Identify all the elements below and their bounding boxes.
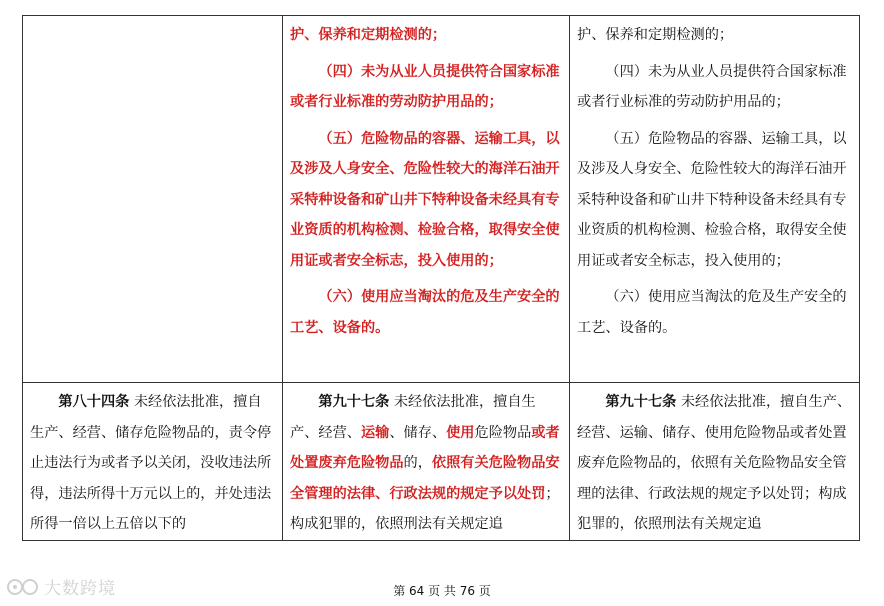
cell-draft-clauses bbox=[283, 16, 570, 383]
article-text: 的， bbox=[403, 455, 432, 471]
article-text: 、储存、 bbox=[389, 424, 447, 441]
page-footer: 第 64 页 共 76 页 bbox=[393, 584, 491, 598]
comparison-table bbox=[22, 15, 860, 541]
amended-text: 运输 bbox=[360, 424, 390, 441]
clause-continuation: 护、保养和定期检测的； bbox=[290, 27, 447, 43]
cell-final-clauses bbox=[570, 16, 860, 383]
watermark-text: 大数跨境 bbox=[44, 579, 116, 599]
cell-original-empty bbox=[23, 16, 283, 383]
amended-text: 使用 bbox=[446, 424, 475, 441]
article-text: 未经依法批准，擅自生产、经营、储存危险物品的，责令停止违法行为或者予以关闭，没收违法所得，违法所得十万元以上的，并处违法所得一倍以上五倍以下的 bbox=[30, 394, 272, 532]
clause-6: （六）使用应当淘汰的危及生产安全的工艺、设备的。 bbox=[577, 289, 847, 336]
article-text: 危险物品 bbox=[474, 424, 532, 441]
table-row bbox=[23, 16, 860, 383]
clause-5: （五）危险物品的容器、运输工具，以及涉及人身安全、危险性较大的海洋石油开采特种设备和矿山井下特种设备未经具有专业资质的机构检测、检验合格，取得安全使用证或者安全标志，投入使用的； bbox=[577, 130, 847, 269]
article-text: 未经依法批准，擅自生产、经营、 bbox=[290, 394, 536, 441]
amended-text: 依照有关危险物品安全管理的法律、行政法规的规定予以处罚 bbox=[290, 455, 560, 502]
clause-6: （六）使用应当淘汰的危及生产安全的工艺、设备的。 bbox=[290, 289, 560, 336]
clause-4: （四）未为从业人员提供符合国家标准或者行业标准的劳动防护用品的； bbox=[290, 63, 560, 110]
cell-draft-article bbox=[283, 383, 570, 541]
cell-original-article bbox=[23, 383, 283, 541]
article-number: 第九十七条 bbox=[605, 394, 677, 410]
article-number: 第九十七条 bbox=[318, 394, 390, 410]
clause-continuation: 护、保养和定期检测的； bbox=[577, 27, 734, 43]
clause-4: （四）未为从业人员提供符合国家标准或者行业标准的劳动防护用品的； bbox=[577, 63, 847, 110]
article-text: ；构成犯罪的，依照刑法有关规定追 bbox=[290, 485, 560, 532]
article-number: 第八十四条 bbox=[58, 394, 130, 410]
cell-final-article bbox=[570, 383, 860, 541]
clause-5: （五）危险物品的容器、运输工具，以及涉及人身安全、危险性较大的海洋石油开采特种设备和矿山井下特种设备未经具有专业资质的机构检测、检验合格，取得安全使用证或者安全标志，投入使用的； bbox=[290, 130, 560, 269]
amended-text: 或者处置废弃危险物品 bbox=[290, 424, 560, 471]
table-row bbox=[23, 383, 860, 541]
article-text: 未经依法批准，擅自生产、经营、运输、储存、使用危险物品或者处置废弃危险物品的，依照有关危险物品安全管理的法律、行政法规的规定予以处罚；构成犯罪的，依照刑法有关规定追 bbox=[577, 394, 852, 532]
